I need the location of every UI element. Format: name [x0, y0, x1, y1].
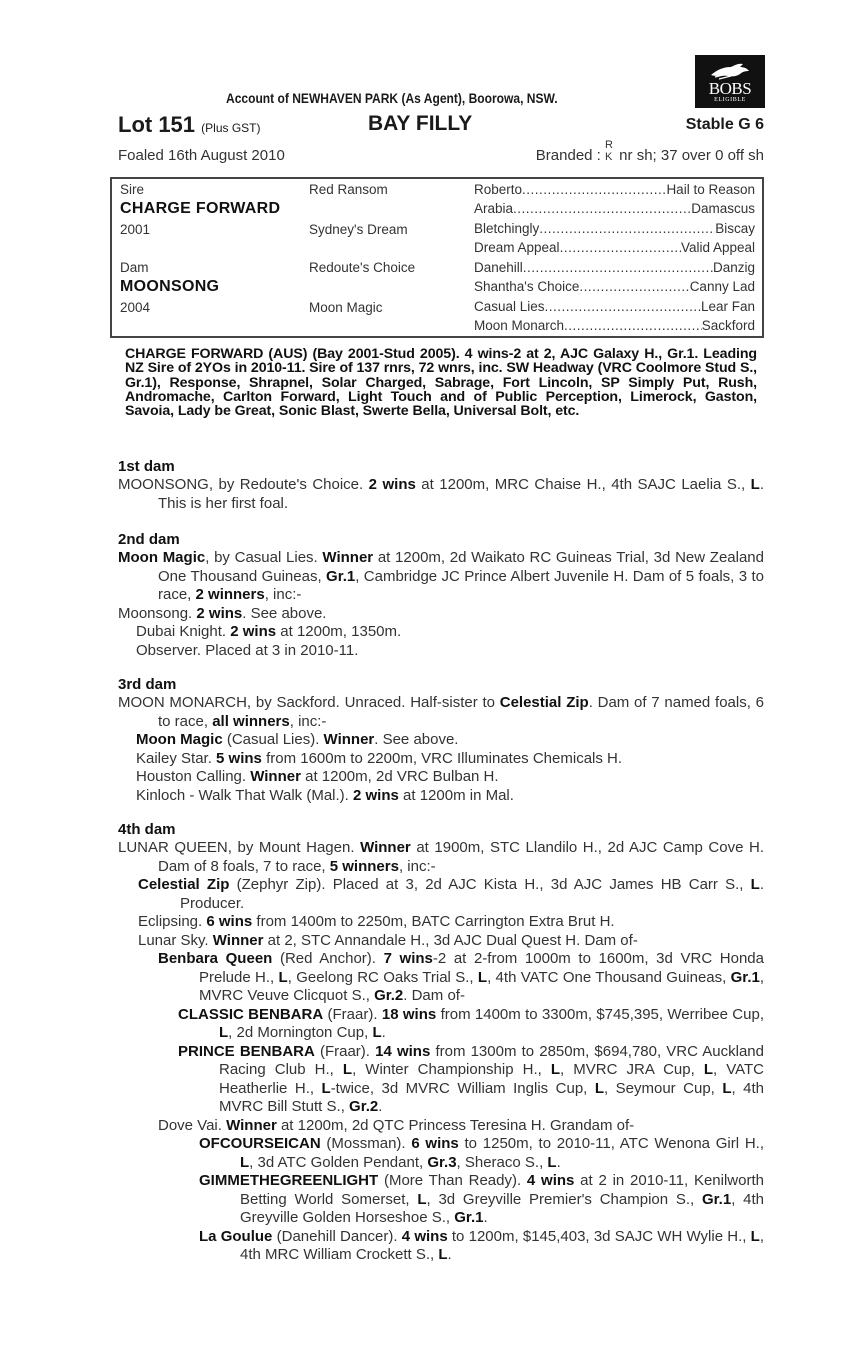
text-run: . This is her first foal.: [158, 476, 764, 512]
bold-highlight: Winner: [360, 839, 411, 856]
pedigree-line: [474, 221, 755, 240]
bold-highlight: L: [703, 1061, 713, 1078]
bold-highlight: L: [550, 1061, 561, 1078]
bold-highlight: Celestial Zip: [499, 694, 589, 711]
progeny-entry: [118, 1006, 764, 1043]
text-run: from 1300m to 2850m, $694,780, VRC Auckland Racing Club H.,: [219, 1042, 764, 1078]
text-run: , MVRC Veuve Clicquot S.,: [199, 968, 764, 1004]
bold-highlight: Gr.1: [702, 1190, 732, 1208]
text-run: Houston Calling.: [136, 768, 251, 785]
bold-highlight: PRINCE BENBARA: [178, 1042, 315, 1060]
dam-name: MOONSONG: [120, 278, 220, 295]
dam-label: Dam: [120, 260, 149, 275]
text-run: -2 at 2-from 1000m to 1600m, 3d VRC Honda Prelude H.,: [199, 950, 764, 986]
bold-highlight: Winner: [322, 549, 374, 566]
text-run: . See above.: [374, 731, 459, 748]
section-heading: 3rd dam: [118, 676, 177, 693]
text-run: from 1400m to 2250m, BATC Carrington Extra Brut H.: [252, 913, 615, 930]
bold-highlight: 5 winners: [329, 857, 399, 875]
bold-highlight: Gr.1: [326, 567, 356, 585]
text-run: (Danehill Dancer).: [272, 1227, 402, 1245]
bold-highlight: 4 wins: [526, 1172, 575, 1189]
text-run: .: [378, 1098, 383, 1115]
pedigree-line: [474, 260, 755, 279]
bold-highlight: OFCOURSEICAN: [199, 1135, 321, 1152]
text-run: to 1250m, to 2010-11, ATC Wenona Girl H.,: [458, 1135, 764, 1152]
text-run: .: [447, 1246, 452, 1263]
text-run: , 4th VATC One Thousand Guineas,: [487, 968, 731, 986]
text-run: . Producer.: [180, 876, 765, 912]
bold-highlight: L: [438, 1246, 448, 1263]
bold-highlight: L: [750, 1227, 760, 1245]
leader-dots: [545, 299, 701, 318]
bold-highlight: Gr.2: [374, 987, 404, 1004]
sire-year: 2001: [120, 222, 151, 237]
brand-mark-top: R: [605, 139, 613, 151]
pedigree-ancestor: Danehill: [474, 260, 523, 275]
bold-highlight: 14 wins: [375, 1042, 431, 1060]
bold-highlight: La Goulue: [199, 1227, 273, 1245]
text-run: , Winter Championship H.,: [352, 1061, 551, 1078]
bold-highlight: L: [547, 1153, 557, 1171]
progeny-entry: [118, 750, 764, 769]
fourth-dam-section: [118, 821, 764, 1265]
horse-head-icon: [707, 61, 753, 81]
brand-mark-bottom: K: [605, 151, 613, 163]
progeny-entry: [118, 1043, 764, 1117]
stable-location: Stable G 6: [685, 116, 764, 133]
progeny-entry: [118, 642, 764, 661]
text-run: , 4th Greyville Golden Horseshoe S.,: [240, 1190, 764, 1226]
pedigree-ancestor: Moon Monarch: [474, 318, 565, 333]
text-run: (Red Anchor).: [272, 950, 384, 967]
pedigree-ancestor: Casual Lies: [474, 299, 545, 314]
progeny-entry: [118, 1135, 764, 1172]
pedigree-ancestor: Roberto: [474, 182, 523, 197]
pedigree-ancestor: Valid Appeal: [680, 240, 755, 255]
text-run: Kinloch - Walk That Walk (Mal.).: [136, 786, 353, 804]
text-run: at 1200m, MRC Chaise H., 4th SAJC Laelia S.,: [415, 476, 751, 493]
bold-highlight: 4 wins: [401, 1227, 448, 1245]
pedigree-ancestor: Lear Fan: [700, 299, 755, 314]
bold-highlight: L: [417, 1190, 427, 1208]
text-run: , 2d Mornington Cup,: [228, 1024, 373, 1041]
leader-dots: [513, 201, 691, 220]
progeny-entry: [118, 623, 764, 642]
branding: [535, 139, 764, 164]
bold-highlight: Gr.3: [427, 1153, 457, 1171]
section-heading: 1st dam: [118, 458, 175, 475]
progeny-entry: [118, 950, 764, 1006]
bold-highlight: 2 wins: [353, 786, 399, 804]
bold-highlight: 6 wins: [411, 1135, 459, 1152]
leader-dots: [522, 182, 666, 201]
progeny-entry: [118, 768, 764, 787]
bold-highlight: Moon Magic: [136, 731, 223, 748]
text-run: at 1200m, 2d VRC Bulban H.: [300, 768, 499, 785]
bold-highlight: L: [477, 968, 488, 986]
text-run: , Geelong RC Oaks Trial S.,: [287, 968, 478, 986]
text-run: Dove Vai.: [158, 1116, 227, 1134]
bold-highlight: L: [750, 476, 760, 493]
dam-sire: Redoute's Choice: [309, 260, 416, 275]
bold-highlight: 2 wins: [196, 604, 243, 622]
text-run: Kailey Star.: [136, 749, 217, 767]
bold-highlight: 7 wins: [383, 950, 433, 967]
dam-paragraph: [118, 694, 764, 731]
horse-description: BAY FILLY: [368, 112, 473, 135]
text-run: .: [556, 1153, 561, 1171]
text-run: Moonsong.: [118, 604, 197, 622]
bold-highlight: L: [372, 1024, 382, 1041]
lot-label: Lot 151: [118, 112, 196, 137]
pedigree-ancestor: Hail to Reason: [666, 182, 755, 197]
bold-highlight: all winners: [212, 712, 290, 730]
text-run: from 1400m to 3300m, $745,395, Werribee Cup,: [436, 1005, 764, 1023]
bold-highlight: Celestial Zip: [138, 876, 230, 893]
pedigree-line: [474, 201, 755, 220]
pedigree-ancestor: Bletchingly: [474, 221, 540, 236]
sire-dam: Sydney's Dream: [309, 222, 408, 237]
text-run: , MVRC JRA Cup,: [560, 1061, 704, 1078]
text-run: , 3d Greyville Premier's Champion S.,: [426, 1190, 702, 1208]
bold-highlight: 6 wins: [206, 913, 253, 930]
leader-dots: [564, 318, 702, 337]
text-run: (Mossman).: [320, 1135, 412, 1152]
text-run: , inc:-: [264, 586, 302, 603]
pedigree-line: [474, 182, 755, 201]
bold-highlight: 2 winners: [195, 586, 265, 603]
text-run: Lunar Sky.: [138, 931, 213, 949]
pedigree-table: [110, 177, 764, 338]
text-run: , by Casual Lies.: [205, 549, 323, 566]
dam-paragraph: [118, 476, 764, 513]
text-run: , Cambridge JC Prince Albert Juvenile H. Dam of 5 foals, 3 to race,: [158, 567, 764, 603]
text-run: Dubai Knight.: [136, 623, 231, 640]
first-dam-section: [118, 458, 764, 513]
bold-highlight: Moon Magic: [118, 549, 206, 566]
pedigree-ancestor: Canny Lad: [689, 279, 755, 294]
bold-highlight: L: [594, 1079, 604, 1097]
text-run: Eclipsing.: [138, 913, 207, 930]
text-run: , 3d ATC Golden Pendant,: [249, 1153, 428, 1171]
text-run: .: [381, 1024, 386, 1041]
text-run: from 1600m to 2200m, VRC Illuminates Chemicals H.: [261, 749, 623, 767]
dam-paragraph: [118, 839, 764, 876]
pedigree-ancestor: Biscay: [715, 221, 755, 236]
brand-mark: [605, 139, 615, 163]
bold-highlight: Gr.1: [454, 1209, 484, 1226]
progeny-entry: [118, 913, 764, 932]
second-dam-section: [118, 531, 764, 660]
bold-highlight: L: [750, 876, 760, 893]
vendor-account: Account of NEWHAVEN PARK (As Agent), Boorowa, NSW.: [226, 90, 558, 106]
text-run: , inc:-: [289, 712, 327, 730]
text-run: , 4th MRC William Crockett S.,: [240, 1227, 764, 1263]
pedigree-ancestor: Sackford: [701, 318, 755, 333]
text-run: . Dam of-: [403, 987, 465, 1004]
text-run: . See above.: [242, 604, 327, 622]
bobs-eligible-logo: [695, 55, 765, 108]
progeny-entry: [118, 932, 764, 951]
text-run: , inc:-: [398, 857, 436, 875]
lot-number: [118, 112, 261, 138]
dam-paragraph: [118, 549, 764, 605]
bold-highlight: 2 wins: [368, 476, 416, 493]
pedigree-line: [474, 279, 755, 298]
pedigree-line: [474, 318, 755, 337]
bold-highlight: 18 wins: [381, 1005, 437, 1023]
progeny-entry: [100, 605, 764, 624]
sire-label: Sire: [120, 182, 145, 197]
text-run: at 1200m in Mal.: [398, 786, 514, 804]
progeny-entry: [118, 1117, 764, 1136]
dam-dam: Moon Magic: [309, 300, 383, 315]
text-run: Observer. Placed at 3 in 2010-11.: [136, 641, 359, 659]
text-run: , Seymour Cup,: [603, 1079, 723, 1097]
sire-sire: Red Ransom: [309, 182, 388, 197]
text-run: -twice, 3d MVRC William Inglis Cup,: [330, 1079, 595, 1097]
pedigree-ancestor: Arabia: [474, 201, 514, 216]
text-run: at 2, STC Annandale H., 3d AJC Dual Quest H. Dam of-: [263, 931, 638, 949]
bold-highlight: 2 wins: [230, 623, 277, 640]
text-run: (Fraar).: [323, 1005, 382, 1023]
logo-subtext: ELIGIBLE: [714, 97, 746, 103]
text-run: .: [483, 1209, 488, 1226]
bold-highlight: Gr.2: [349, 1098, 379, 1115]
bold-highlight: L: [219, 1024, 229, 1041]
text-run: at 1200m, 2d Waikato RC Guineas Trial, 3d New Zealand One Thousand Guineas,: [158, 549, 764, 585]
lot-header: [118, 112, 764, 138]
text-run: to 1200m, $145,403, 3d SAJC WH Wylie H.,: [447, 1227, 751, 1245]
text-run: , 4th MVRC Bill Stutt S.,: [219, 1079, 765, 1115]
third-dam-section: [118, 676, 764, 805]
pedigree-ancestor: Damascus: [691, 201, 755, 216]
foaled-date: Foaled 16th August 2010: [118, 147, 285, 164]
leader-dots: [560, 240, 681, 259]
text-run: (Fraar).: [314, 1042, 376, 1060]
section-heading: 4th dam: [118, 821, 176, 838]
text-run: (Zephyr Zip). Placed at 3, 2d AJC Kista H., 3d AJC James HB Carr S.,: [229, 876, 751, 893]
text-run: at 1200m, 1350m.: [276, 623, 402, 640]
text-run: at 1900m, STC Llandilo H., 2d AJC Camp Cove H. Dam of 8 foals, 7 to race,: [158, 839, 764, 875]
bold-highlight: L: [722, 1079, 732, 1097]
progeny-entry: [118, 1228, 764, 1265]
pedigree-ancestor: Shantha's Choice: [474, 279, 580, 294]
bold-highlight: Benbara Queen: [158, 950, 273, 967]
bold-highlight: CLASSIC BENBARA: [178, 1005, 324, 1023]
pedigree-line: [474, 240, 755, 259]
bold-highlight: Winner: [226, 1116, 277, 1134]
section-heading: 2nd dam: [118, 531, 180, 548]
text-run: MOON MONARCH, by Sackford. Unraced. Half-sister to: [118, 694, 500, 711]
leader-dots: [523, 260, 713, 279]
bold-highlight: Winner: [250, 768, 301, 785]
bold-highlight: L: [240, 1153, 250, 1171]
leader-dots: [539, 221, 715, 240]
bold-highlight: Winner: [212, 931, 264, 949]
text-run: . Dam of 7 named foals, 6 to race,: [158, 694, 764, 730]
bold-highlight: GIMMETHEGREENLIGHT: [199, 1172, 379, 1189]
bold-highlight: L: [342, 1061, 353, 1078]
bold-highlight: L: [321, 1079, 331, 1097]
text-run: (Casual Lies).: [222, 731, 324, 748]
branded-prefix: Branded :: [535, 147, 606, 164]
pedigree-ancestor: Dream Appeal: [474, 240, 560, 255]
progeny-entry: [118, 787, 764, 806]
text-run: at 2 in 2010-11, Kenilworth Betting World Somerset,: [240, 1172, 764, 1208]
text-run: (More Than Ready).: [378, 1172, 527, 1189]
sire-summary: CHARGE FORWARD (AUS) (Bay 2001-Stud 2005). 4 wins-2 at 2, AJC Galaxy H., Gr.1. Leading NZ Sire of 2YOs in 2010-11. Sire of 137 rnrs, 72 wnrs, inc. SW Headway (VRC Coolmore Stud S., Gr.1), Response, Shrapnel, Solar Charged, Sabrage, Fort Lincoln, SP Simply Put, Rush, Andromache, Carlton Forward, Light Touch and of Public Perception, Limerock, Gaston, Savoia, Lady be Great, Sonic Blast, Swerte Bella, Universal Bolt, etc.: [125, 346, 757, 420]
progeny-entry: [118, 1172, 764, 1228]
text-run: at 1200m, 2d QTC Princess Teresina H. Grandam of-: [276, 1116, 635, 1134]
text-run: , VATC Heatherlie H.,: [219, 1061, 764, 1097]
text-run: LUNAR QUEEN, by Mount Hagen.: [118, 839, 361, 856]
logo-text: BOBS: [708, 79, 752, 98]
progeny-entry: [118, 731, 764, 750]
bold-highlight: Gr.1: [730, 968, 760, 986]
text-run: MOONSONG, by Redoute's Choice.: [118, 476, 369, 493]
pedigree-ancestor: Danzig: [712, 260, 755, 275]
leader-dots: [579, 279, 689, 298]
branded-suffix: nr sh; 37 over 0 off sh: [615, 147, 764, 164]
progeny-entry: [118, 876, 764, 913]
lot-note: (Plus GST): [201, 121, 261, 135]
text-run: , Sheraco S.,: [456, 1153, 548, 1171]
bold-highlight: L: [278, 968, 288, 986]
dam-year: 2004: [120, 300, 151, 315]
bold-highlight: Winner: [323, 731, 375, 748]
pedigree-line: [474, 299, 755, 318]
bold-highlight: 5 wins: [216, 749, 262, 767]
sire-name: CHARGE FORWARD: [120, 200, 281, 217]
